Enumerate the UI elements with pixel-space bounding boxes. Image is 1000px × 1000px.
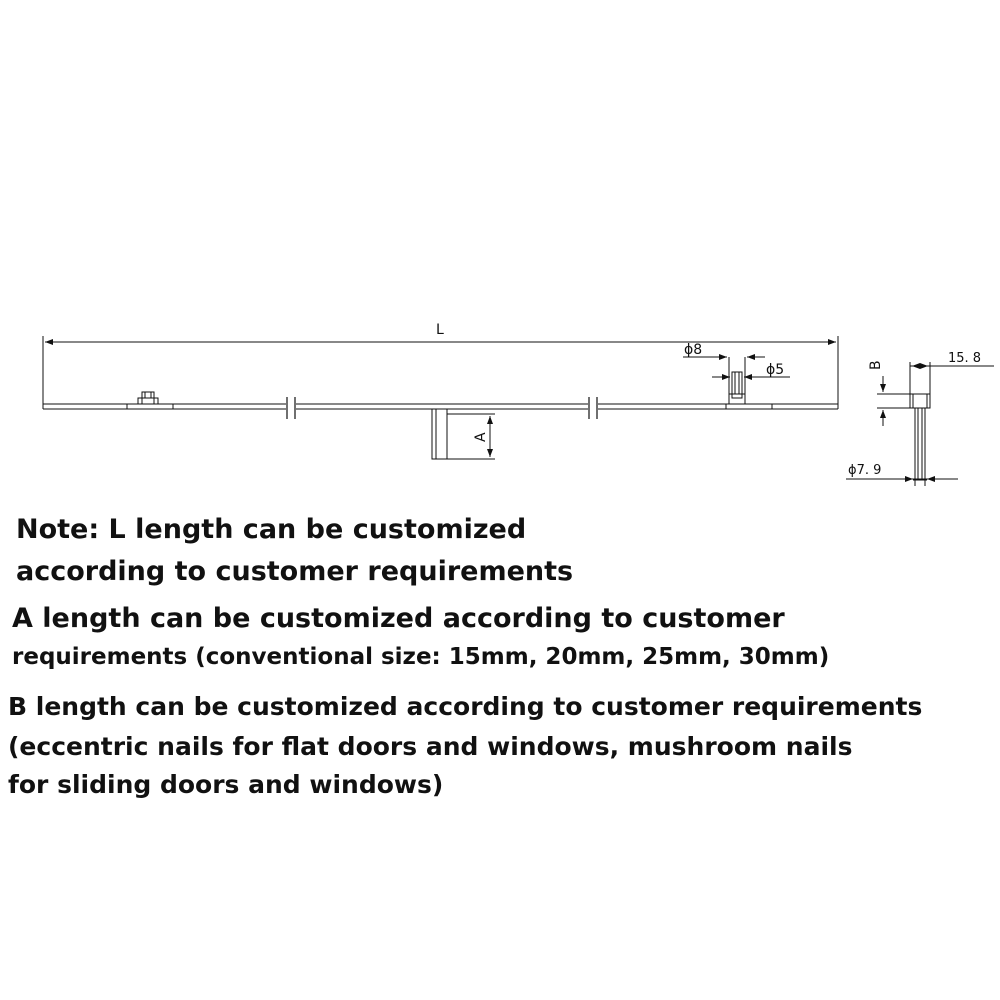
note-line-1: Note: L length can be customized	[16, 514, 527, 545]
label-b: B	[868, 360, 884, 370]
note-line-7: for sliding doors and windows)	[8, 770, 444, 799]
left-nail	[138, 392, 158, 404]
dimension-l	[43, 336, 838, 409]
break-mark-left	[286, 397, 296, 419]
note-line-2: according to customer requirements	[16, 556, 574, 587]
label-15-8: 15. 8	[948, 351, 982, 366]
dimension-15-8	[910, 362, 994, 394]
dimension-dia7-9	[846, 479, 958, 486]
label-l: L	[436, 322, 444, 338]
label-dia7-9: ϕ7. 9	[848, 463, 882, 478]
dimension-b	[877, 376, 910, 426]
note-line-4: requirements (conventional size: 15mm, 20mm, 25mm, 30mm)	[12, 644, 830, 670]
dimension-dia8	[683, 357, 765, 394]
break-mark-right	[588, 397, 598, 419]
rod-main	[43, 404, 838, 409]
side-view	[910, 394, 930, 480]
note-line-5: B length can be customized according to customer requirements	[8, 692, 923, 721]
label-dia5: ϕ5	[766, 362, 785, 378]
label-a: A	[473, 432, 489, 442]
right-nail	[729, 372, 745, 404]
note-line-3: A length can be customized according to customer	[12, 603, 785, 634]
note-line-6: (eccentric nails for flat doors and windows, mushroom nails	[8, 732, 853, 761]
label-dia8: ϕ8	[684, 342, 703, 358]
